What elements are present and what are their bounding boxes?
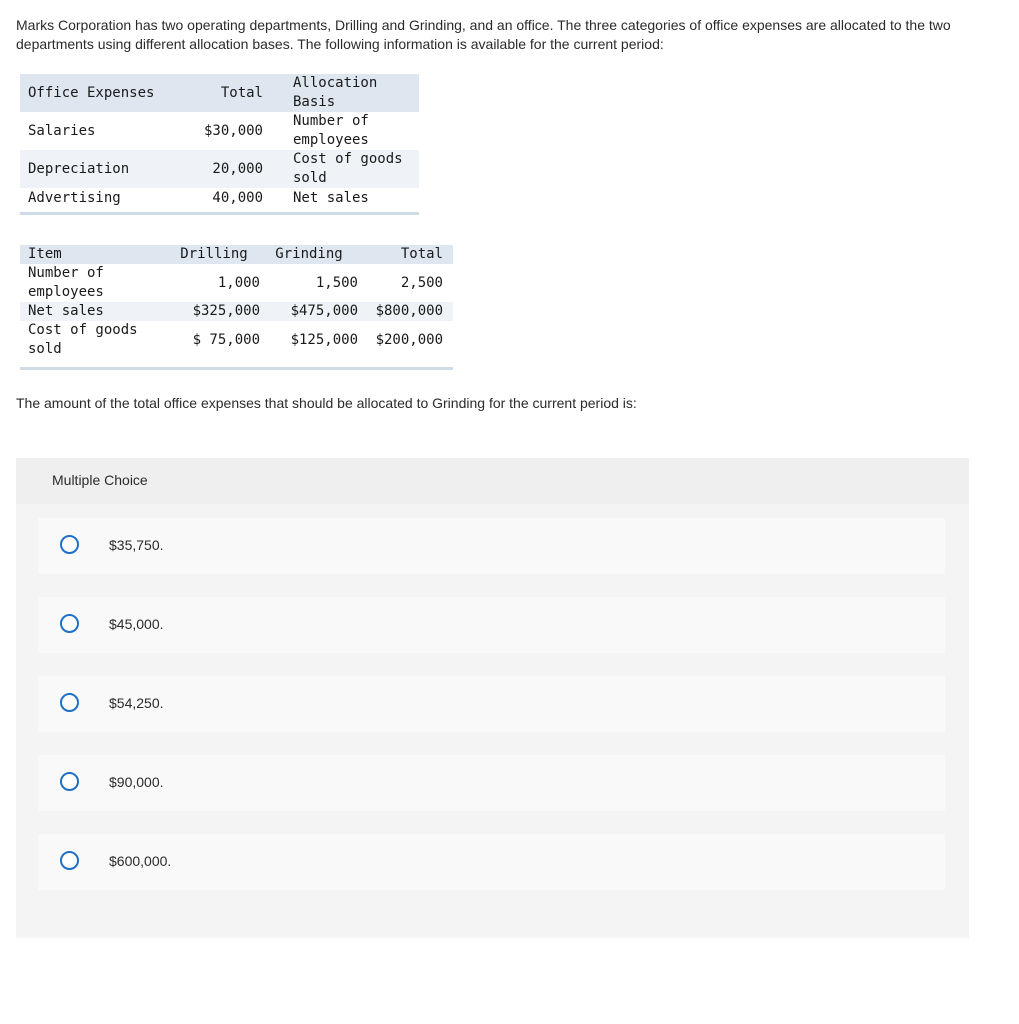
cell-item: Net sales — [20, 302, 168, 321]
radio-button-icon[interactable] — [60, 614, 79, 633]
table-header-row — [20, 245, 453, 264]
radio-button-icon[interactable] — [60, 851, 79, 870]
cell-basis: Cost of goods sold — [293, 150, 419, 188]
cell-total: $30,000 — [203, 122, 263, 139]
header-item: Item — [20, 245, 168, 264]
office-expenses-table — [20, 74, 419, 215]
header-total: Total — [358, 245, 453, 264]
cell-drilling: 1,000 — [217, 274, 260, 291]
answer-option-label: $45,000. — [109, 616, 164, 632]
radio-button-icon[interactable] — [60, 535, 79, 554]
table-row — [20, 150, 419, 188]
cell-total: 40,000 — [212, 189, 263, 206]
cell-drilling: $325,000 — [168, 302, 260, 321]
cell-item: Cost of goods sold — [28, 322, 138, 357]
cell-total: 20,000 — [163, 150, 293, 188]
radio-button-icon[interactable] — [60, 693, 79, 712]
answer-option-3[interactable] — [38, 676, 945, 732]
table-row — [20, 264, 453, 302]
table-row — [20, 302, 453, 321]
header-office-expenses: Office Expenses — [20, 74, 163, 112]
table-row — [20, 188, 419, 208]
radio-button-icon[interactable] — [60, 772, 79, 791]
multiple-choice-title: Multiple Choice — [52, 472, 148, 488]
cell-total: 2,500 — [400, 274, 443, 291]
answer-option-4[interactable] — [38, 755, 945, 811]
cell-expense: Advertising — [28, 189, 121, 206]
problem-intro: Marks Corporation has two operating departments, Drilling and Grinding, and an office. The three categories of office expenses are allocated to the two departments using different allocation bases. The following information is available for the current period: — [16, 17, 951, 52]
header-drilling: Drilling — [168, 245, 260, 264]
cell-basis: Number of employees — [293, 113, 369, 148]
answer-option-label: $90,000. — [109, 774, 164, 790]
cell-item: Number of employees — [28, 265, 104, 300]
cell-grinding: $125,000 — [290, 331, 358, 348]
table-row — [20, 112, 419, 150]
cell-grinding: $475,000 — [260, 302, 358, 321]
answer-option-2[interactable] — [38, 597, 945, 653]
cell-drilling: $ 75,000 — [192, 331, 260, 348]
answer-option-label: $600,000. — [109, 853, 172, 869]
table-row — [20, 321, 453, 359]
cell-total: $200,000 — [375, 331, 443, 348]
cell-grinding: 1,500 — [315, 274, 358, 291]
answer-option-label: $35,750. — [109, 537, 164, 553]
departments-table — [20, 245, 453, 370]
table-header-row — [20, 74, 419, 112]
header-allocation-basis: Allocation Basis — [293, 74, 419, 112]
cell-basis: Net sales — [293, 189, 369, 206]
header-grinding: Grinding — [260, 245, 358, 264]
multiple-choice-header — [16, 458, 969, 504]
multiple-choice-panel — [16, 458, 969, 938]
header-total: Total — [163, 74, 293, 112]
answer-option-1[interactable] — [38, 518, 945, 574]
question-text: The amount of the total office expenses that should be allocated to Grinding for the current period is: — [16, 395, 637, 411]
cell-total: $800,000 — [358, 302, 453, 321]
answer-option-label: $54,250. — [109, 695, 164, 711]
answer-option-5[interactable] — [38, 834, 945, 890]
cell-expense: Depreciation — [20, 150, 163, 188]
cell-expense: Salaries — [28, 122, 96, 139]
